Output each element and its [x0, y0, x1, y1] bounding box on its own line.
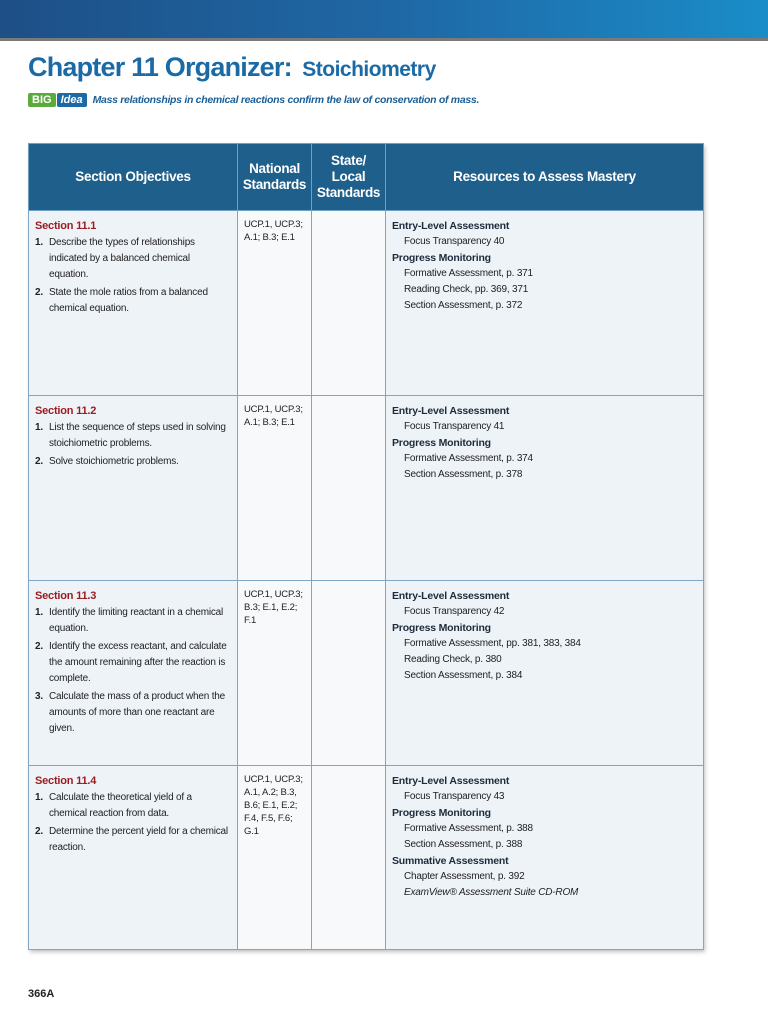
big-idea-logo-big: BIG — [28, 93, 56, 107]
assessment-item: Section Assessment, p. 372 — [404, 300, 523, 311]
section-heading: Section 11.3 — [35, 590, 97, 602]
state-standards-cell — [312, 766, 386, 950]
assessment-item: Reading Check, p. 380 — [404, 654, 502, 665]
objective-number: 2. — [35, 456, 43, 467]
page-title — [28, 52, 436, 83]
section-heading: Section 11.1 — [35, 220, 97, 232]
big-idea-logo-idea: Idea — [57, 93, 87, 107]
assessment-item: Reading Check, pp. 369, 371 — [404, 284, 529, 295]
objectives-cell — [29, 396, 238, 581]
objective-item — [35, 639, 231, 687]
objective-text: Describe the types of relationships indicated by a balanced chemical equation. — [49, 237, 195, 280]
page-number: 366A — [28, 988, 55, 1000]
objective-number: 1. — [35, 792, 43, 803]
big-idea — [28, 93, 479, 107]
assessment-heading: Progress Monitoring — [392, 622, 491, 634]
resources-cell — [386, 211, 704, 396]
header-section-objectives: Section Objectives — [29, 144, 238, 211]
assessment-item: ExamView® Assessment Suite CD-ROM — [404, 887, 579, 898]
assessment-item: Section Assessment, p. 378 — [404, 469, 523, 480]
table-header-row — [29, 144, 704, 211]
assessment-item: Chapter Assessment, p. 392 — [404, 871, 525, 882]
assessment-heading: Progress Monitoring — [392, 437, 491, 449]
assessment-item: Section Assessment, p. 384 — [404, 670, 523, 681]
assessment-heading: Entry-Level Assessment — [392, 590, 510, 602]
objective-number: 3. — [35, 691, 43, 702]
assessment-item: Focus Transparency 43 — [404, 791, 505, 802]
header-resources: Resources to Assess Mastery — [386, 144, 704, 211]
objective-item — [35, 285, 231, 317]
table-row — [29, 766, 704, 950]
national-standards-cell: UCP.1, UCP.3; A.1, A.2; B.3, B.6; E.1, E.2; F.4, F.5, F.6; G.1 — [238, 766, 312, 950]
objective-text: Identify the limiting reactant in a chemical equation. — [49, 607, 224, 634]
organizer-table — [28, 143, 704, 950]
assessment-heading: Progress Monitoring — [392, 252, 491, 264]
national-standards-cell: UCP.1, UCP.3; B.3; E.1, E.2; F.1 — [238, 581, 312, 766]
objectives-list — [35, 790, 231, 856]
objective-number: 1. — [35, 607, 43, 618]
resources-cell — [386, 396, 704, 581]
objective-item — [35, 420, 231, 452]
assessment-item: Focus Transparency 42 — [404, 606, 505, 617]
objective-number: 1. — [35, 237, 43, 248]
state-standards-cell — [312, 581, 386, 766]
objective-number: 2. — [35, 826, 43, 837]
assessment-heading: Entry-Level Assessment — [392, 405, 510, 417]
chapter-subtitle: Stoichiometry — [302, 58, 436, 81]
assessment-heading: Summative Assessment — [392, 855, 509, 867]
header-national-standards: National Standards — [238, 144, 312, 211]
resources-cell — [386, 581, 704, 766]
section-heading: Section 11.4 — [35, 775, 97, 787]
objective-number: 2. — [35, 641, 43, 652]
national-standards-cell: UCP.1, UCP.3; A.1; B.3; E.1 — [238, 396, 312, 581]
objective-text: State the mole ratios from a balanced chemical equation. — [49, 287, 208, 314]
assessment-item: Formative Assessment, p. 388 — [404, 823, 533, 834]
objectives-list — [35, 235, 231, 317]
table-row — [29, 396, 704, 581]
assessment-item: Formative Assessment, pp. 381, 383, 384 — [404, 638, 581, 649]
resources-cell — [386, 766, 704, 950]
objectives-list — [35, 420, 231, 470]
state-standards-cell — [312, 396, 386, 581]
objective-item — [35, 790, 231, 822]
objective-item — [35, 824, 231, 856]
objective-text: Determine the percent yield for a chemical reaction. — [49, 826, 228, 853]
objectives-list — [35, 605, 231, 737]
objective-item — [35, 605, 231, 637]
objectives-cell — [29, 581, 238, 766]
top-banner — [0, 0, 768, 38]
objective-number: 1. — [35, 422, 43, 433]
objective-item — [35, 454, 231, 470]
national-standards-cell: UCP.1, UCP.3; A.1; B.3; E.1 — [238, 211, 312, 396]
table-row — [29, 211, 704, 396]
banner-divider — [0, 38, 768, 41]
assessment-item: Section Assessment, p. 388 — [404, 839, 523, 850]
objective-item — [35, 235, 231, 283]
objective-text: Calculate the mass of a product when the amounts of more than one reactant are given. — [49, 691, 225, 734]
assessment-heading: Entry-Level Assessment — [392, 775, 510, 787]
header-state-local-standards: State/ Local Standards — [312, 144, 386, 211]
assessment-item: Formative Assessment, p. 371 — [404, 268, 533, 279]
assessment-heading: Progress Monitoring — [392, 807, 491, 819]
assessment-heading: Entry-Level Assessment — [392, 220, 510, 232]
chapter-title: Chapter 11 Organizer: — [28, 52, 292, 82]
assessment-item: Focus Transparency 40 — [404, 236, 505, 247]
assessment-item: Focus Transparency 41 — [404, 421, 505, 432]
assessment-item: Formative Assessment, p. 374 — [404, 453, 533, 464]
objective-text: Solve stoichiometric problems. — [49, 456, 179, 467]
objective-number: 2. — [35, 287, 43, 298]
state-standards-cell — [312, 211, 386, 396]
table-row — [29, 581, 704, 766]
objectives-cell — [29, 766, 238, 950]
objective-text: Calculate the theoretical yield of a chemical reaction from data. — [49, 792, 192, 819]
objective-text: Identify the excess reactant, and calculate the amount remaining after the reaction is complete. — [49, 641, 227, 684]
section-heading: Section 11.2 — [35, 405, 97, 417]
objective-text: List the sequence of steps used in solving stoichiometric problems. — [49, 422, 226, 449]
objective-item — [35, 689, 231, 737]
big-idea-text: Mass relationships in chemical reactions confirm the law of conservation of mass. — [92, 94, 480, 106]
objectives-cell — [29, 211, 238, 396]
organizer-table-container — [28, 143, 703, 949]
